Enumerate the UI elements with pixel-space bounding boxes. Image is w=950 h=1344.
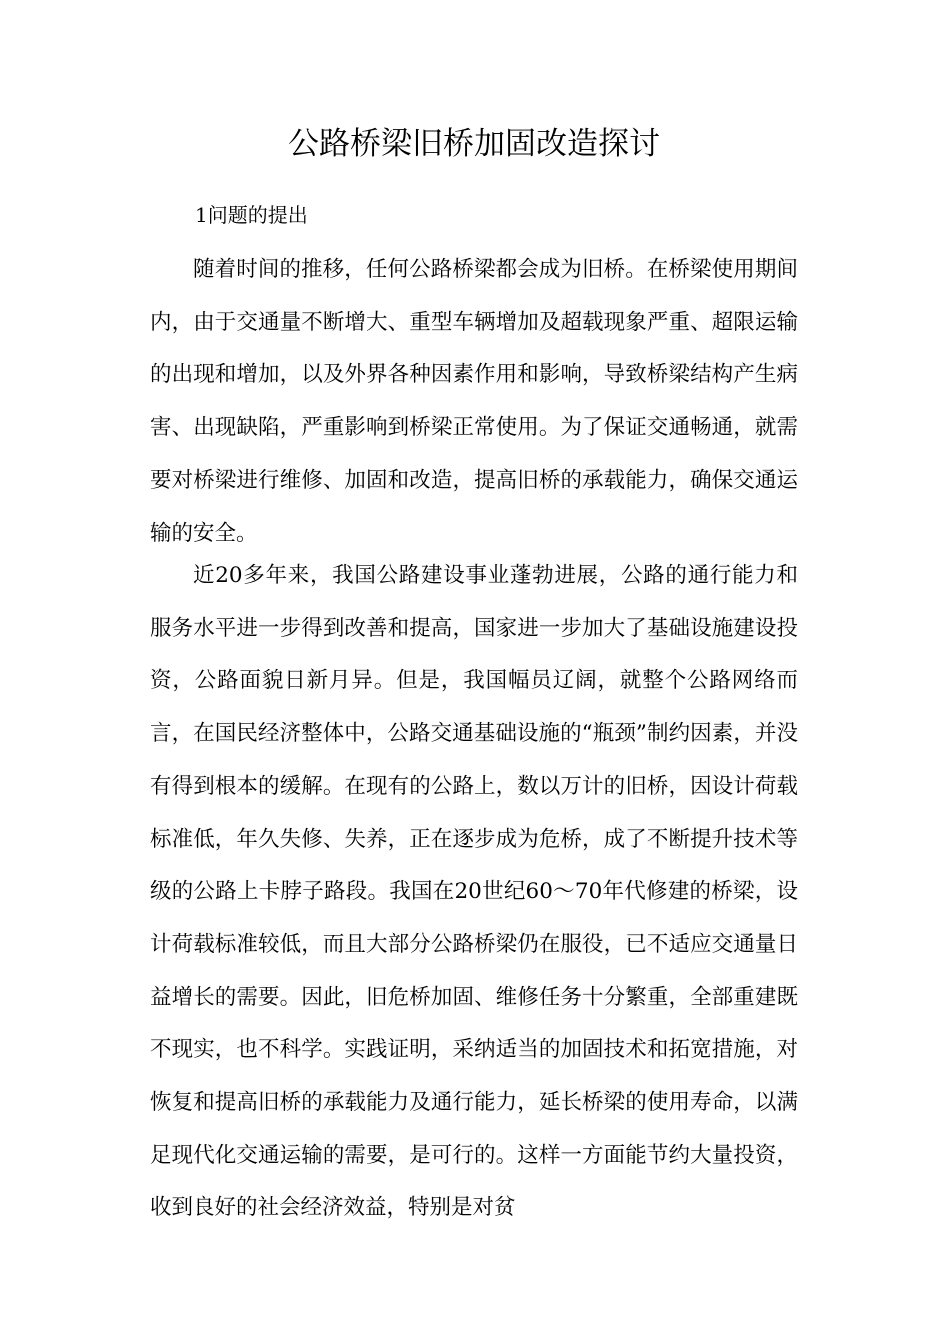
document-title: 公路桥梁旧桥加固改造探讨 [288, 126, 660, 162]
section-heading: 1问题的提出 [195, 203, 308, 227]
paragraph-2: 近20多年来，我国公路建设事业蓬勃进展，公路的通行能力和服务水平进一步得到改善和提高，国家进一步加大了基础设施建设投资，公路面貌日新月异。但是，我国幅员辽阔，就整个公路网络而言，在国民经济整体中，公路交通基础设施的“瓶颈”制约因素，并没有得到根本的缓解。在现有的公路上，数以万计的旧桥，因设计荷载标准低，年久失修、失养，正在逐步成为危桥，成了不断提升技术等级的公路上卡脖子路段。我国在20世纪60～70年代修建的桥梁，设计荷载标准较低，而且大部分公路桥梁仍在服役，已不适应交通量日益增长的需要。因此，旧危桥加固、维修任务十分繁重，全部重建既不现实，也不科学。实践证明，采纳适当的加固技术和拓宽措施，对恢复和提高旧桥的承载能力及通行能力，延长桥梁的使用寿命，以满足现代化交通运输的需要，是可行的。这样一方面能节约大量投资，收到良好的社会经济效益，特别是对贫 [150, 563, 798, 1221]
paragraph-1: 随着时间的推移，任何公路桥梁都会成为旧桥。在桥梁使用期间内，由于交通量不断增大、重型车辆增加及超载现象严重、超限运输的出现和增加，以及外界各种因素作用和影响，导致桥梁结构产生病害、出现缺陷，严重影响到桥梁正常使用。为了保证交通畅通，就需要对桥梁进行维修、加固和改造，提高旧桥的承载能力，确保交通运输的安全。 [150, 257, 798, 546]
